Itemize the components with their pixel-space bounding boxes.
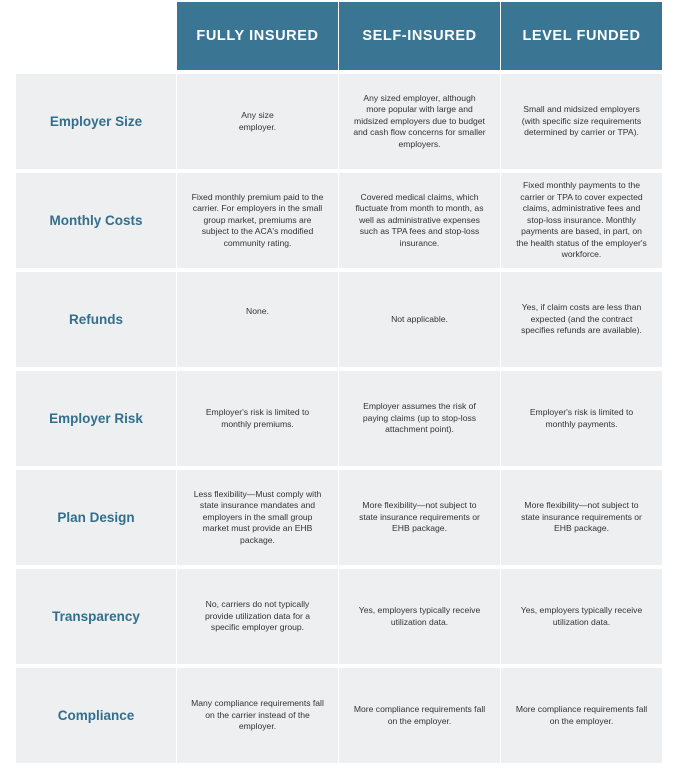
row-label-transparency: Transparency: [16, 569, 176, 664]
cell-plan-design-self-insured: More flexibility—not subject to state insurance requirements or EHB package.: [339, 470, 500, 565]
cell-monthly-costs-fully-insured: Fixed monthly premium paid to the carrier. For employers in the small group market, premiums are subject to the ACA's modified community rating.: [177, 173, 338, 268]
cell-compliance-fully-insured: Many compliance requirements fall on the carrier instead of the employer.: [177, 668, 338, 763]
comparison-table: [16, 2, 661, 763]
cell-employer-risk-level-funded: Employer's risk is limited to monthly payments.: [501, 371, 662, 466]
cell-employer-risk-self-insured: Employer assumes the risk of paying claims (up to stop-loss attachment point).: [339, 371, 500, 466]
header-corner: [16, 2, 176, 70]
cell-monthly-costs-self-insured: Covered medical claims, which fluctuate from month to month, as well as administrative expenses such as TPA fees and stop-loss insurance.: [339, 173, 500, 268]
column-header-level-funded: LEVEL FUNDED: [501, 2, 662, 70]
cell-employer-size-level-funded: Small and midsized employers (with specific size requirements determined by carrier or TPA).: [501, 74, 662, 169]
row-label-compliance: Compliance: [16, 668, 176, 763]
cell-employer-size-self-insured: Any sized employer, although more popular with large and midsized employers due to budget and cash flow concerns for smaller employers.: [339, 74, 500, 169]
row-label-employer-risk: Employer Risk: [16, 371, 176, 466]
cell-monthly-costs-level-funded: Fixed monthly payments to the carrier or TPA to cover expected claims, administrative fees and stop-loss insurance. Monthly payments are based, in part, on the health status of the employer's workforce.: [501, 173, 662, 268]
cell-refunds-self-insured: Not applicable.: [339, 272, 500, 367]
cell-refunds-level-funded: Yes, if claim costs are less than expected (and the contract specifies refunds are available).: [501, 272, 662, 367]
row-label-monthly-costs: Monthly Costs: [16, 173, 176, 268]
cell-employer-risk-fully-insured: Employer's risk is limited to monthly premiums.: [177, 371, 338, 466]
cell-transparency-fully-insured: No, carriers do not typically provide utilization data for a specific employer group.: [177, 569, 338, 664]
cell-compliance-self-insured: More compliance requirements fall on the employer.: [339, 668, 500, 763]
cell-compliance-level-funded: More compliance requirements fall on the employer.: [501, 668, 662, 763]
cell-employer-size-fully-insured: Any size employer.: [177, 74, 338, 169]
column-header-fully-insured: FULLY INSURED: [177, 2, 338, 70]
row-label-plan-design: Plan Design: [16, 470, 176, 565]
cell-plan-design-level-funded: More flexibility—not subject to state insurance requirements or EHB package.: [501, 470, 662, 565]
cell-plan-design-fully-insured: Less flexibility—Must comply with state insurance mandates and employers in the small group market must provide an EHB package.: [177, 470, 338, 565]
cell-refunds-fully-insured: None.: [177, 272, 338, 367]
cell-transparency-self-insured: Yes, employers typically receive utilization data.: [339, 569, 500, 664]
cell-transparency-level-funded: Yes, employers typically receive utilization data.: [501, 569, 662, 664]
row-label-refunds: Refunds: [16, 272, 176, 367]
column-header-self-insured: SELF-INSURED: [339, 2, 500, 70]
row-label-employer-size: Employer Size: [16, 74, 176, 169]
